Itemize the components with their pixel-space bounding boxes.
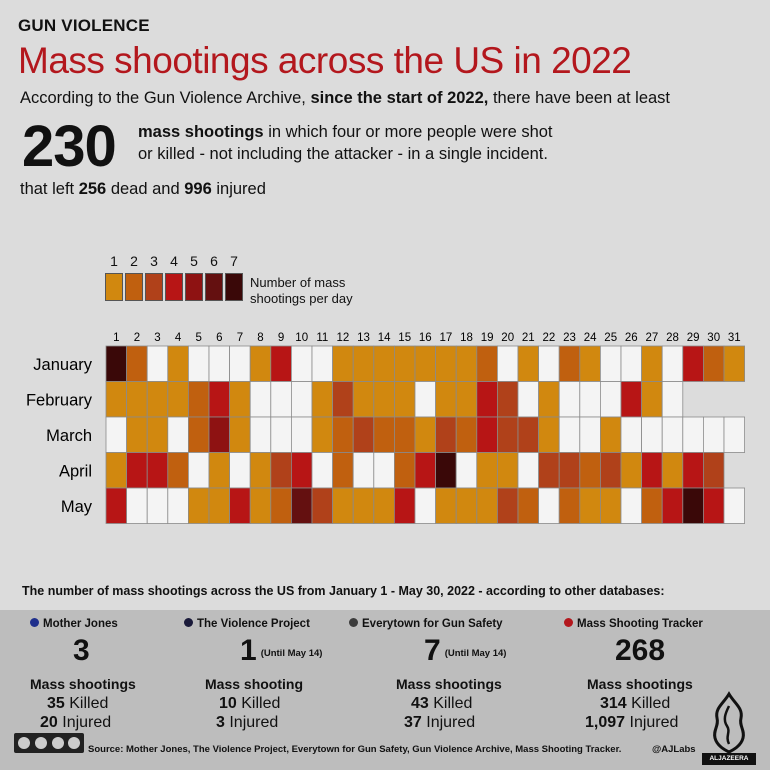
db-name xyxy=(564,618,703,630)
heatmap-cell-march-10 xyxy=(291,417,312,453)
heatmap-cell-april-5 xyxy=(188,453,209,489)
al-jazeera-wordmark: ALJAZEERA xyxy=(702,753,756,765)
heatmap-cell-may-13 xyxy=(353,488,374,524)
heatmap-cell-january-14 xyxy=(374,346,395,382)
heatmap-cell-may-23 xyxy=(559,488,580,524)
day-label-30: 30 xyxy=(707,332,721,344)
heatmap-cell-april-18 xyxy=(456,453,477,489)
heatmap-cell-may-18 xyxy=(456,488,477,524)
heatmap-cell-february-7 xyxy=(230,382,251,418)
heatmap-cell-february-4 xyxy=(168,382,189,418)
day-label-26: 26 xyxy=(624,332,638,344)
db-type: Mass shooting xyxy=(205,676,304,692)
sub-post: injured xyxy=(211,180,266,198)
dot-icon xyxy=(184,618,193,627)
heatmap-cell-february-23 xyxy=(559,382,580,418)
heatmap-cell-april-21 xyxy=(518,453,539,489)
db-count xyxy=(240,634,322,668)
heatmap-cell-january-4 xyxy=(168,346,189,382)
heatmap-cell-may-28 xyxy=(662,488,683,524)
heatmap-cell-may-31 xyxy=(724,488,745,524)
heatmap-cell-january-10 xyxy=(291,346,312,382)
heatmap-cell-march-18 xyxy=(456,417,477,453)
day-label-14: 14 xyxy=(377,332,391,344)
heatmap-cell-february-28 xyxy=(662,382,683,418)
heatmap-cell-february-14 xyxy=(374,382,395,418)
heatmap-cell-may-25 xyxy=(600,488,621,524)
heatmap-cell-april-19 xyxy=(477,453,498,489)
heatmap-cell-january-27 xyxy=(642,346,663,382)
heatmap-cell-april-8 xyxy=(250,453,271,489)
month-label-march: March xyxy=(46,426,92,445)
heatmap-cell-may-9 xyxy=(271,488,292,524)
db-until: (Until May 14) xyxy=(260,648,323,659)
heatmap-cell-january-20 xyxy=(497,346,518,382)
heatmap-cell-april-4 xyxy=(168,453,189,489)
heatmap-cell-march-16 xyxy=(415,417,436,453)
heatmap-cell-april-23 xyxy=(559,453,580,489)
legend-value-3: 3 xyxy=(150,253,158,269)
injured-count: 996 xyxy=(184,180,212,198)
heatmap-cell-april-27 xyxy=(642,453,663,489)
db-count-value: 268 xyxy=(615,634,666,667)
heatmap-cell-april-6 xyxy=(209,453,230,489)
day-label-6: 6 xyxy=(216,332,223,344)
day-label-22: 22 xyxy=(542,332,556,344)
killed-label: Killed xyxy=(64,695,109,712)
heatmap-cell-april-9 xyxy=(271,453,292,489)
heatmap-cell-march-3 xyxy=(147,417,168,453)
heatmap-cell-april-15 xyxy=(394,453,415,489)
heatmap-cell-may-4 xyxy=(168,488,189,524)
heatmap-cell-january-30 xyxy=(703,346,724,382)
heatmap-cell-march-28 xyxy=(662,417,683,453)
heatmap-cell-march-27 xyxy=(642,417,663,453)
heatmap-cell-january-13 xyxy=(353,346,374,382)
db-until: (Until May 14) xyxy=(444,648,507,659)
heatmap-cell-february-16 xyxy=(415,382,436,418)
heatmap-cell-february-27 xyxy=(642,382,663,418)
killed-label: Killed xyxy=(428,695,473,712)
heatmap-cell-may-3 xyxy=(147,488,168,524)
db-killed xyxy=(411,695,472,713)
heatmap-cell-march-23 xyxy=(559,417,580,453)
heatmap-cell-may-19 xyxy=(477,488,498,524)
heatmap-cell-january-11 xyxy=(312,346,333,382)
injured-value: 37 xyxy=(404,714,422,731)
day-label-9: 9 xyxy=(277,332,285,344)
killed-value: 43 xyxy=(411,695,429,712)
db-count xyxy=(73,634,90,668)
heatmap-cell-january-23 xyxy=(559,346,580,382)
heatmap-cell-february-25 xyxy=(600,382,621,418)
heatmap-cell-may-29 xyxy=(683,488,704,524)
heatmap-cell-march-20 xyxy=(497,417,518,453)
day-label-1: 1 xyxy=(113,332,120,344)
db-count-value: 3 xyxy=(73,634,90,667)
sub-pre: that left xyxy=(20,180,79,198)
heatmap-cell-april-16 xyxy=(415,453,436,489)
heatmap-cell-january-31 xyxy=(724,346,745,382)
heatmap-cell-april-3 xyxy=(147,453,168,489)
heatmap-cell-april-28 xyxy=(662,453,683,489)
day-label-18: 18 xyxy=(460,332,473,344)
legend-value-4: 4 xyxy=(170,253,178,269)
al-jazeera-logo-icon xyxy=(705,690,753,762)
day-label-19: 19 xyxy=(480,332,494,344)
db-killed xyxy=(600,695,670,713)
heatmap-cell-january-24 xyxy=(580,346,601,382)
day-label-11: 11 xyxy=(316,332,329,344)
day-label-7: 7 xyxy=(236,332,244,344)
day-label-15: 15 xyxy=(398,332,412,344)
db-type: Mass shootings xyxy=(587,676,693,692)
sub-mid: dead and xyxy=(106,180,185,198)
heatmap-cell-february-6 xyxy=(209,382,230,418)
databases-heading: The number of mass shootings across the US from January 1 - May 30, 2022 - according to other databases: xyxy=(22,584,665,598)
heatmap-cell-march-7 xyxy=(230,417,251,453)
day-label-21: 21 xyxy=(521,332,535,344)
heatmap-cell-may-26 xyxy=(621,488,642,524)
db-injured xyxy=(216,714,278,732)
heatmap-cell-april-1 xyxy=(106,453,127,489)
heatmap-cell-january-5 xyxy=(188,346,209,382)
kicker: GUN VIOLENCE xyxy=(18,16,150,35)
db-killed xyxy=(219,695,280,713)
heatmap-cell-april-2 xyxy=(127,453,148,489)
heatmap-cell-february-26 xyxy=(621,382,642,418)
heatmap-cell-april-26 xyxy=(621,453,642,489)
heatmap-cell-april-17 xyxy=(436,453,457,489)
day-label-3: 3 xyxy=(154,332,161,344)
heatmap-cell-march-5 xyxy=(188,417,209,453)
day-label-25: 25 xyxy=(604,332,618,344)
cc-icon-dot xyxy=(68,737,80,749)
month-label-april: April xyxy=(58,462,92,481)
heatmap-cell-may-22 xyxy=(539,488,560,524)
dot-icon xyxy=(564,618,573,627)
heatmap-cell-january-12 xyxy=(333,346,354,382)
legend-label-line2: shootings per day xyxy=(250,291,353,306)
db-count-value: 7 xyxy=(424,634,441,667)
heatmap-cell-march-21 xyxy=(518,417,539,453)
db-name-label: Mother Jones xyxy=(43,618,118,630)
heatmap-cell-march-13 xyxy=(353,417,374,453)
heatmap-cell-may-21 xyxy=(518,488,539,524)
source-note: Source: Mother Jones, The Violence Project, Everytown for Gun Safety, Gun Violence Archive, Mass Shooting Tracker. xyxy=(88,744,622,755)
intro-pre: According to the Gun Violence Archive, xyxy=(20,89,311,107)
heatmap-cell-february-18 xyxy=(456,382,477,418)
cc-icon-dot xyxy=(52,737,64,749)
injured-value: 1,097 xyxy=(585,714,626,731)
db-name-label: The Violence Project xyxy=(197,618,310,630)
heatmap-cell-april-11 xyxy=(312,453,333,489)
heatmap-cell-march-6 xyxy=(209,417,230,453)
legend-value-6: 6 xyxy=(210,253,218,269)
month-label-february: February xyxy=(25,391,92,410)
heatmap-cell-january-21 xyxy=(518,346,539,382)
day-label-31: 31 xyxy=(727,332,741,344)
heatmap-cell-february-5 xyxy=(188,382,209,418)
heatmap-cell-march-9 xyxy=(271,417,292,453)
heatmap-cell-may-10 xyxy=(291,488,312,524)
heatmap-cell-january-22 xyxy=(539,346,560,382)
db-count xyxy=(424,634,506,668)
legend-value-5: 5 xyxy=(190,253,198,269)
heatmap-cell-may-20 xyxy=(497,488,518,524)
heatmap-cell-february-1 xyxy=(106,382,127,418)
big-line1-rest: in which four or more people were shot xyxy=(263,123,553,141)
heatmap-cell-march-15 xyxy=(394,417,415,453)
heatmap-cell-may-2 xyxy=(127,488,148,524)
day-label-8: 8 xyxy=(257,332,264,344)
heatmap-cell-january-1 xyxy=(106,346,127,382)
heatmap-cell-january-16 xyxy=(415,346,436,382)
heatmap-cell-may-27 xyxy=(642,488,663,524)
db-type: Mass shootings xyxy=(30,676,136,692)
big-line2: or killed - not including the attacker - in a single incident. xyxy=(138,145,548,163)
day-label-4: 4 xyxy=(174,332,182,344)
heatmap-cell-march-1 xyxy=(106,417,127,453)
heatmap-cell-january-6 xyxy=(209,346,230,382)
db-injured xyxy=(40,714,111,732)
db-name-label: Mass Shooting Tracker xyxy=(577,618,703,630)
injured-value: 20 xyxy=(40,714,58,731)
heatmap-cell-february-20 xyxy=(497,382,518,418)
heatmap-cell-march-12 xyxy=(333,417,354,453)
dot-icon xyxy=(349,618,358,627)
heatmap-cell-march-2 xyxy=(127,417,148,453)
dead-count: 256 xyxy=(78,180,107,198)
heatmap-cell-april-10 xyxy=(291,453,312,489)
db-type: Mass shootings xyxy=(396,676,502,692)
heatmap-cell-april-12 xyxy=(333,453,354,489)
heatmap-cell-may-7 xyxy=(230,488,251,524)
creative-commons-icon xyxy=(14,733,84,753)
heatmap-cell-may-6 xyxy=(209,488,230,524)
heatmap-cell-january-26 xyxy=(621,346,642,382)
db-injured xyxy=(585,714,678,732)
big-line1-bold: mass shootings xyxy=(138,123,264,141)
db-name xyxy=(184,618,310,630)
day-label-10: 10 xyxy=(295,332,309,344)
day-label-29: 29 xyxy=(686,332,700,344)
day-label-17: 17 xyxy=(439,332,453,344)
legend-value-2: 2 xyxy=(130,253,138,269)
heatmap-cell-january-17 xyxy=(436,346,457,382)
cc-icon-dot xyxy=(18,737,30,749)
day-label-27: 27 xyxy=(645,332,659,344)
heatmap-cell-january-2 xyxy=(127,346,148,382)
db-name-label: Everytown for Gun Safety xyxy=(362,618,503,630)
heatmap-cell-march-24 xyxy=(580,417,601,453)
heatmap-cell-may-30 xyxy=(703,488,724,524)
heatmap-cell-may-1 xyxy=(106,488,127,524)
db-count-value: 1 xyxy=(240,634,257,667)
heatmap-cell-april-30 xyxy=(703,453,724,489)
db-name xyxy=(30,618,118,630)
heatmap-cell-april-25 xyxy=(600,453,621,489)
injured-label: Injured xyxy=(57,714,112,731)
injured-value: 3 xyxy=(216,714,225,731)
ajlabs-handle: @AJLabs xyxy=(652,744,696,755)
day-label-13: 13 xyxy=(357,332,370,344)
day-label-23: 23 xyxy=(563,332,576,344)
heatmap-cell-february-22 xyxy=(539,382,560,418)
heatmap-cell-february-21 xyxy=(518,382,539,418)
heatmap-cell-january-8 xyxy=(250,346,271,382)
heatmap-cell-march-4 xyxy=(168,417,189,453)
killed-label: Killed xyxy=(236,695,281,712)
heatmap-cell-february-17 xyxy=(436,382,457,418)
day-label-5: 5 xyxy=(195,332,202,344)
heatmap-cell-may-5 xyxy=(188,488,209,524)
day-label-20: 20 xyxy=(501,332,515,344)
day-label-28: 28 xyxy=(666,332,679,344)
intro-bold: since the start of 2022, xyxy=(310,89,489,107)
month-label-may: May xyxy=(60,497,92,516)
injured-label: Injured xyxy=(224,714,279,731)
heatmap-cell-february-9 xyxy=(271,382,292,418)
heatmap-cell-january-28 xyxy=(662,346,683,382)
heatmap-cell-april-7 xyxy=(230,453,251,489)
heatmap-cell-may-17 xyxy=(436,488,457,524)
day-label-2: 2 xyxy=(133,332,141,344)
heatmap-cell-february-11 xyxy=(312,382,333,418)
heatmap-cell-february-15 xyxy=(394,382,415,418)
injured-label: Injured xyxy=(421,714,476,731)
heatmap-cell-february-19 xyxy=(477,382,498,418)
heatmap-cell-may-24 xyxy=(580,488,601,524)
heatmap-cell-march-29 xyxy=(683,417,704,453)
heatmap-cell-april-20 xyxy=(497,453,518,489)
injured-label: Injured xyxy=(625,714,679,731)
heatmap-cell-march-17 xyxy=(436,417,457,453)
killed-value: 10 xyxy=(219,695,237,712)
heatmap-cell-may-11 xyxy=(312,488,333,524)
heatmap-cell-may-12 xyxy=(333,488,354,524)
heatmap-cell-january-9 xyxy=(271,346,292,382)
heatmap-cell-march-30 xyxy=(703,417,724,453)
heatmap-cell-january-15 xyxy=(394,346,415,382)
heatmap-cell-january-7 xyxy=(230,346,251,382)
page-title: Mass shootings across the US in 2022 xyxy=(18,40,632,81)
heatmap-cell-may-14 xyxy=(374,488,395,524)
heatmap-cell-march-11 xyxy=(312,417,333,453)
heatmap-cell-march-8 xyxy=(250,417,271,453)
day-label-12: 12 xyxy=(336,332,350,344)
heatmap-cell-january-3 xyxy=(147,346,168,382)
heatmap-cell-april-22 xyxy=(539,453,560,489)
heatmap-cell-february-10 xyxy=(291,382,312,418)
cc-icon-dot xyxy=(35,737,47,749)
heatmap-cell-february-8 xyxy=(250,382,271,418)
heatmap-cell-april-29 xyxy=(683,453,704,489)
killed-value: 35 xyxy=(47,695,65,712)
heatmap-cell-may-8 xyxy=(250,488,271,524)
heatmap-cell-march-14 xyxy=(374,417,395,453)
heatmap-cell-may-16 xyxy=(415,488,436,524)
big-number: 230 xyxy=(22,114,116,179)
heatmap-cell-march-25 xyxy=(600,417,621,453)
db-name xyxy=(349,618,503,630)
dot-icon xyxy=(30,618,39,627)
killed-value: 314 xyxy=(600,695,627,712)
day-label-24: 24 xyxy=(583,332,597,344)
heatmap-cell-january-29 xyxy=(683,346,704,382)
heatmap-cell-may-15 xyxy=(394,488,415,524)
heatmap-cell-february-13 xyxy=(353,382,374,418)
day-label-16: 16 xyxy=(418,332,432,344)
heatmap-cell-february-2 xyxy=(127,382,148,418)
heatmap-cell-april-13 xyxy=(353,453,374,489)
heatmap-cell-march-22 xyxy=(539,417,560,453)
intro-post: there have been at least xyxy=(488,89,671,107)
heatmap-cell-february-3 xyxy=(147,382,168,418)
db-killed xyxy=(47,695,108,713)
heatmap-cell-march-19 xyxy=(477,417,498,453)
heatmap-cell-january-19 xyxy=(477,346,498,382)
legend-label-line1: Number of mass xyxy=(250,275,346,290)
heatmap-cell-april-14 xyxy=(374,453,395,489)
month-label-january: January xyxy=(33,355,92,374)
heatmap-cell-march-31 xyxy=(724,417,745,453)
db-injured xyxy=(404,714,475,732)
heatmap-cell-february-12 xyxy=(333,382,354,418)
legend-value-1: 1 xyxy=(110,253,118,269)
heatmap-cell-january-25 xyxy=(600,346,621,382)
legend-value-7: 7 xyxy=(230,253,238,269)
heatmap-cell-march-26 xyxy=(621,417,642,453)
heatmap-cell-february-24 xyxy=(580,382,601,418)
db-count xyxy=(615,634,665,668)
killed-label: Killed xyxy=(626,695,671,712)
heatmap-cell-january-18 xyxy=(456,346,477,382)
heatmap-cell-april-24 xyxy=(580,453,601,489)
